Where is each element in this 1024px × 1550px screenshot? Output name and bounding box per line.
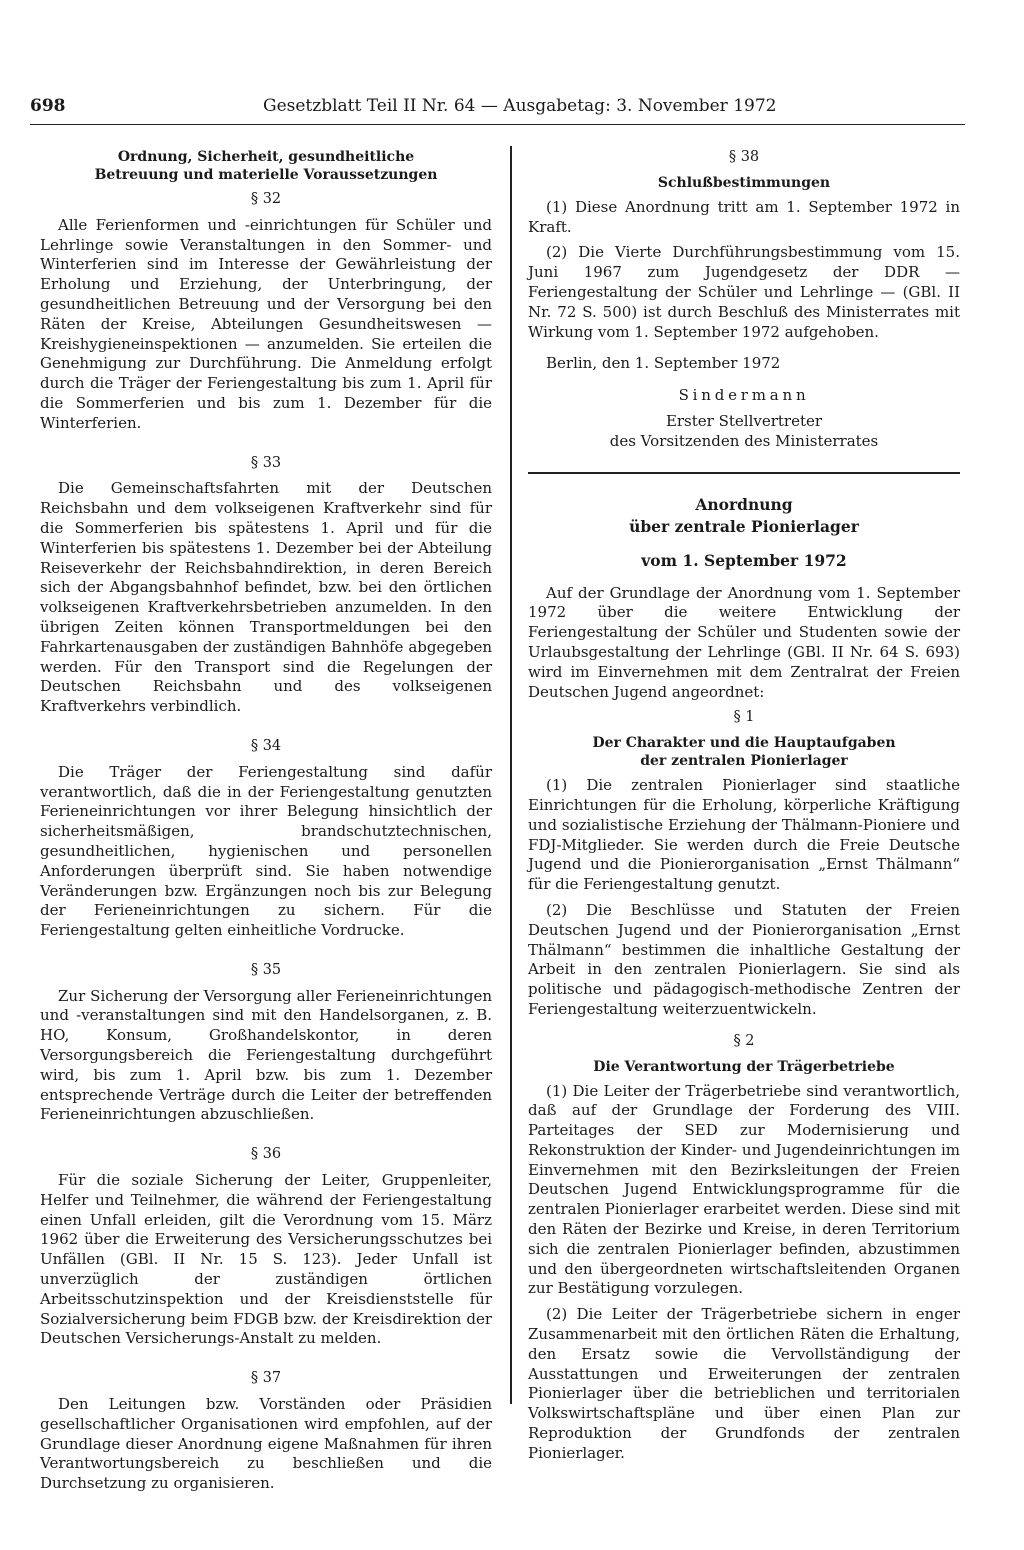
- section-1-para-2: (2) Die Beschlüsse und Statuten der Freien Deutschen Jugend und der Pionierorganisation „Ernst Thälmann“ bestimmen die inhaltliche Gestaltung der Arbeit in den zentralen Pionierlagern. Sie sind als politische und pädagogisch-methodische Zentren der Feriengestaltung weiterzuentwickeln.: [528, 900, 960, 1018]
- section-number-2: § 2: [733, 1032, 755, 1049]
- signature-title-2: des Vorsitzenden des Ministerrates: [609, 431, 879, 450]
- section-2-heading: Die Verantwortung der Trägerbetriebe: [593, 1058, 895, 1075]
- section-number-33: § 33: [250, 454, 282, 471]
- left-column: [40, 148, 492, 1494]
- section-33-text: Die Gemeinschaftsfahrten mit der Deutschen Reichsbahn und dem volkseigenen Kraftverkehr sind für die Sommerferien bis spätestens 1. April und für die Winterferien bis spätestens 1. Dezember bei der Abteilung Reiseverkehr der Reichsbahndirektion, in deren Bereich sich der Abgangsbahnhof befindet, bzw. bei den örtlichen volkseigenen Kraftverkehrsbetrieben anzumelden. In den übrigen Zeiten können Transportmeldungen bei den Fahrkartenausgaben der zuständigen Bahnhöfe abgegeben werden. Für den Transport sind die Regelungen der Deutschen Reichsbahn und des volkseigenen Kraftverkehrs verbindlich.: [40, 479, 492, 716]
- section-number-32: § 32: [250, 191, 282, 207]
- section-37-text: Den Leitungen bzw. Vorständen oder Präsidien gesellschaftlicher Organisationen wird empfohlen, auf der Grundlage dieser Anordnung eigene Maßnahmen für ihren Verantwortungsbereich zu beschließen und die Durchsetzung zu organisieren.: [40, 1395, 492, 1493]
- document-date: vom 1. September 1972: [641, 550, 847, 570]
- place-date: Berlin, den 1. September 1972: [546, 354, 781, 373]
- column-divider: [510, 146, 512, 1404]
- section-2-para-2: (2) Die Leiter der Trägerbetriebe sichern in enger Zusammenarbeit mit den örtlichen Räten die Erhaltung, den Ersatz sowie die Vervollständigung der Ausstattungen und Erweiterungen der zentralen Pionierlager über die betrieblichen und territorialen Volkswirtschaftspläne und über einen Plan zur Reproduktion der Grundfonds der zentralen Pionierlager.: [528, 1305, 960, 1462]
- signature-title-1: Erster Stellvertreter: [665, 411, 823, 430]
- document-preamble: Auf der Grundlage der Anordnung vom 1. September 1972 über die weitere Entwicklung der Feriengestaltung der Schüler und Studenten sowie der Urlaubsgestaltung der Lehrlinge (GBl. II Nr. 64 S. 693) wird im Einvernehmen mit dem Zentralrat der Freien Deutschen Jugend angeordnet:: [528, 583, 960, 701]
- section-1-heading: Der Charakter und die Hauptaufgaben der zentralen Pionierlager: [592, 735, 896, 770]
- section-number-34: § 34: [250, 737, 282, 754]
- section-32-text: Alle Ferienformen und -einrichtungen für Schüler und Lehrlinge sowie Veranstaltungen in den Sommer- und Winterferien sind im Interesse der Gewährleistung der Erholung und Erziehung, der Unterbringung, der gesundheitlichen Betreuung und der Versorgung bei den Räten der Kreise, Abteilungen Gesundheitswesen — Kreishygieneinspektionen — anzumelden. Sie erteilen die Genehmigung zur Durchführung. Die Anmeldung erfolgt durch die Träger der Feriengestaltung bis zum 1. April für die Sommerferien und bis zum 1. Dezember für die Winterferien.: [40, 215, 492, 432]
- section-36-text: Für die soziale Sicherung der Leiter, Gruppenleiter, Helfer und Teilnehmer, die während der Feriengestaltung einen Unfall erleiden, gilt die Verordnung vom 15. März 1962 über die Erweiterung des Versicherungsschutzes bei Unfällen (GBl. II Nr. 15 S. 123). Jeder Unfall ist unverzüglich der zuständigen örtlichen Arbeitsschutzinspektion und der Kreisdienststelle für Sozialversicherung beim FDGB bzw. der Kreisdirektion der Deutschen Versicherungs-Anstalt zu melden.: [40, 1171, 492, 1348]
- document-title-line-1: Anordnung: [695, 494, 793, 514]
- section-heading-ordnung: Ordnung, Sicherheit, gesundheitliche Betreuung und materielle Voraussetzungen: [94, 149, 438, 183]
- right-column: [528, 148, 960, 1464]
- section-38-para-2: (2) Die Vierte Durchführungsbestimmung vom 15. Juni 1967 zum Jugendgesetz der DDR — Feriengestaltung der Schüler und Lehrlinge — (GBl. II Nr. 72 S. 500) ist durch Beschluß des Ministerrates mit Wirkung vom 1. September 1972 aufgehoben.: [528, 243, 960, 341]
- page-header: [30, 94, 965, 125]
- section-34-text: Die Träger der Feriengestaltung sind dafür verantwortlich, daß die in der Feriengestaltung genutzten Ferieneinrichtungen vor ihrer Belegung hinsichtlich der sicherheitsmäßigen, brandschutztechnischen, gesundheitlichen, hygienischen und personellen Anforderungen überprüft sind. Sie haben notwendige Veränderungen bzw. Ergänzungen noch bis zur Belegung der Ferieneinrichtungen zu sichern. Für die Feriengestaltung gelten einheitliche Vordrucke.: [40, 762, 492, 940]
- section-number-1: § 1: [733, 709, 755, 726]
- document-title-line-2: über zentrale Pionierlager: [629, 516, 859, 536]
- running-title: Gesetzblatt Teil II Nr. 64 — Ausgabetag: 3. November 1972: [263, 96, 777, 116]
- section-number-36: § 36: [250, 1146, 282, 1163]
- section-38-heading: Schlußbestimmungen: [657, 174, 831, 191]
- section-35-text: Zur Sicherung der Versorgung aller Ferieneinrichtungen und -veranstaltungen sind mit den Handelsorganen, z. B. HO, Konsum, Großhandelskontor, in deren Versorgungsbereich die Feriengestaltung durchgeführt wird, bis zum 1. April bzw. bis zum 1. Dezember entsprechende Verträge durch die Leiter der betreffenden Ferieneinrichtungen abzuschließen.: [40, 986, 492, 1124]
- section-number-38: § 38: [728, 149, 760, 165]
- section-1-para-1: (1) Die zentralen Pionierlager sind staatliche Einrichtungen für die Erholung, körperliche Kräftigung und sozialistische Erziehung der Thälmann-Pioniere und FDJ-Mitglieder. Sie werden durch die Freie Deutsche Jugend und die Pionierorganisation „Ernst Thälmann“ für die Feriengestaltung genutzt.: [528, 776, 960, 894]
- section-38-para-1: (1) Diese Anordnung tritt am 1. September 1972 in Kraft.: [528, 197, 960, 236]
- section-number-37: § 37: [250, 1370, 282, 1387]
- section-2-para-1: (1) Die Leiter der Trägerbetriebe sind verantwortlich, daß auf der Grundlage der Forderung des VIII. Parteitages der SED zur Modernisierung und Rekonstruktion der Kinder- und Jugendeinrichtungen im Einvernehmen mit den Bezirksleitungen der Freien Deutschen Jugend Entwicklungsprogramme für die zentralen Pionierlager erarbeitet werden. Diese sind mit den Räten der Bezirke und Kreise, in deren Territorium sich die zentralen Pionierlager befinden, abzustimmen und den übergeordneten wirtschaftsleitenden Organen zur Bestätigung vorzulegen.: [528, 1081, 960, 1298]
- section-number-35: § 35: [250, 961, 282, 978]
- signature-name: Sindermann: [678, 386, 810, 405]
- page-number: 698: [30, 96, 66, 116]
